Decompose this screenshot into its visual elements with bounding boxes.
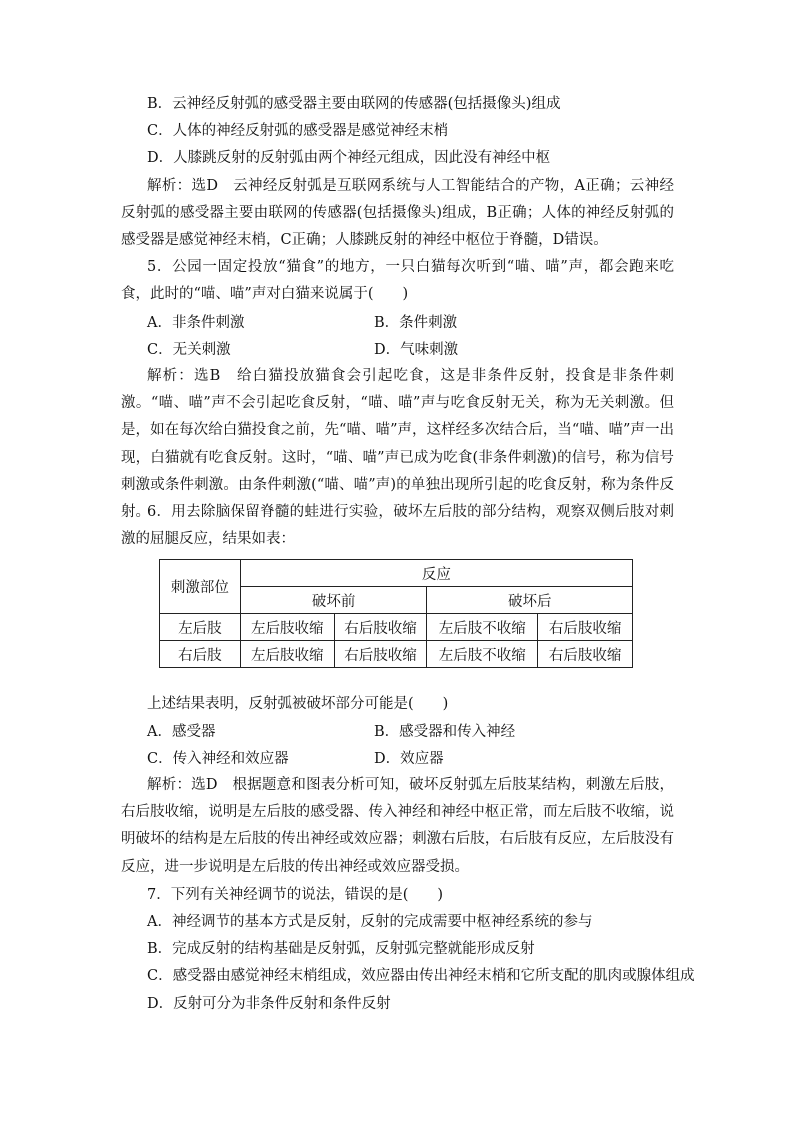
table-header-after: 破坏后 [427,587,633,614]
q6-option-a: A．感受器 [147,724,216,740]
table-header-reaction: 反应 [240,560,632,587]
q6-follow-question: 上述结果表明，反射弧被破坏部分可能是( ) [147,696,449,712]
q5-stem: 5．公园一固定投放“猫食”的地方，一只白猫每次听到“喵、喵”声，都会跑来吃食，此时的“喵、喵”声对白猫来说属于( ) [121,259,674,303]
table-cell: 右后肢 [160,641,241,668]
table-cell: 左后肢 [160,614,241,641]
q6-option-d: D．效应器 [374,751,444,767]
table-cell: 左后肢不收缩 [427,641,538,668]
q4-option-c: C．人体的神经反射弧的感受器是感觉神经末梢 [147,123,449,139]
q6-results-table [159,559,633,668]
q7-option-c: C．感受器由感觉神经末梢组成，效应器由传出神经末梢和它所支配的肌肉或腺体组成 [147,968,695,984]
table-row [160,614,633,641]
table-row [160,641,633,668]
table-cell: 左后肢不收缩 [427,614,538,641]
q5-option-b: B．条件刺激 [374,315,458,331]
q6-option-c: C．传入神经和效应器 [147,751,289,767]
table-header-before: 破坏前 [240,587,427,614]
q6-option-b: B．感受器和传入神经 [374,724,516,740]
table-cell: 右后肢收缩 [334,614,427,641]
q5-option-c: C．无关刺激 [147,342,231,358]
q7-option-d: D．反射可分为非条件反射和条件反射 [147,996,391,1012]
q7-option-b: B．完成反射的结构基础是反射弧，反射弧完整就能形成反射 [147,941,535,957]
q5-option-d: D．气味刺激 [374,342,459,358]
q5-option-a: A．非条件刺激 [147,315,245,331]
table-cell: 左后肢收缩 [240,641,334,668]
q6-analysis: 解析：选D 根据题意和图表分析可知，破坏反射弧左后肢某结构，刺激左后肢，右后肢收缩，说明是左后肢的感受器、传入神经和神经中枢正常，而左后肢不收缩，说明破坏的结构是左后肢的传出神经或效应器；刺激右后肢，右后肢有反应，左后肢没有反应，进一步说明是左后肢的传出神经或效应器受损。 [121,777,674,875]
table-cell: 右后肢收缩 [334,641,427,668]
table-cell: 左后肢收缩 [240,614,334,641]
table-header-site: 刺激部位 [160,560,241,614]
q4-analysis: 解析：选D 云神经反射弧是互联网系统与人工智能结合的产物，A正确；云神经反射弧的感受器主要由联网的传感器(包括摄像头)组成，B正确；人体的神经反射弧的感受器是感觉神经末梢，C正确；人膝跳反射的神经中枢位于脊髓，D错误。 [121,178,674,249]
table-cell: 右后肢收缩 [538,641,633,668]
q4-option-d: D．人膝跳反射的反射弧由两个神经元组成，因此没有神经中枢 [147,150,551,166]
q7-option-a: A．神经调节的基本方式是反射，反射的完成需要中枢神经系统的参与 [147,914,593,930]
q4-option-b: B．云神经反射弧的感受器主要由联网的传感器(包括摄像头)组成 [147,96,561,112]
table-cell: 右后肢收缩 [538,614,633,641]
q6-stem: 6．用去除脑保留脊髓的蛙进行实验，破坏左后肢的部分结构，观察双侧后肢对刺激的屈腿反应，结果如表： [121,504,674,548]
q5-analysis: 解析：选B 给白猫投放猫食会引起吃食，这是非条件反射，投食是非条件刺激。“喵、喵”声不会引起吃食反射，“喵、喵”声与吃食反射无关，称为无关刺激。但是，如在每次给白猫投食之前，先“喵、喵”声，这样经多次结合后，当“喵、喵”声一出现，白猫就有吃食反射。这时，“喵、喵”声已成为吃食(非条件刺激)的信号，称为信号刺激或条件刺激。由条件刺激(“喵、喵”声)的单独出现所引起的吃食反射，称为条件反射。 [121,368,674,521]
q7-stem: 7．下列有关神经调节的说法，错误的是( ) [147,887,444,903]
